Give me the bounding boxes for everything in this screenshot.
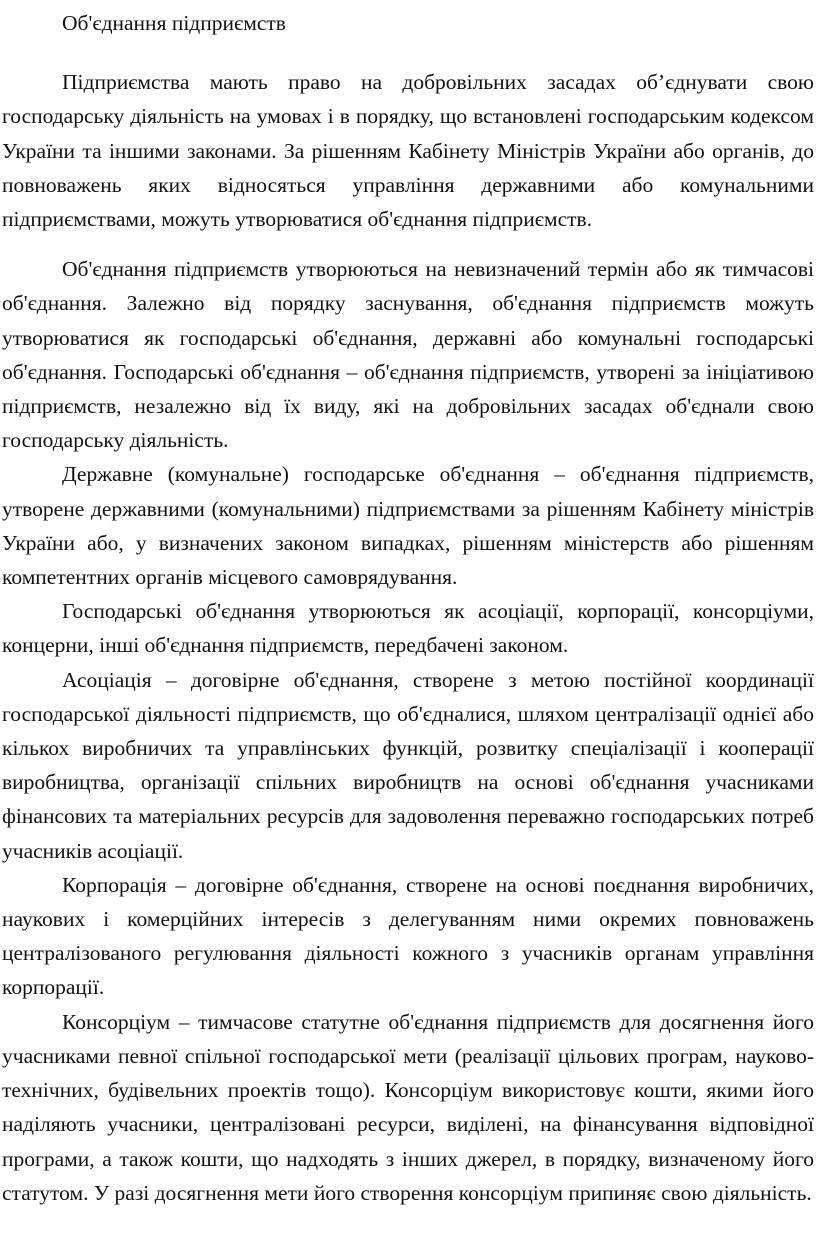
paragraph-consortium-definition: Консорціум – тимчасове статутне об'єднання підприємств для досягнення його учасниками певної спільної господарської мети (реалізації цільових програм, науково-технічних, будівельних проектів тощо). Консорціум використовує кошти, якими його наділяють учасники, централізовані ресурси, виділені, на фінансування відповідної програми, а також кошти, що надходять з інших джерел, в порядку, визначеному його статутом. У разі досягнення мети його створення консорціум припиняє свою діяльність. — [2, 1009, 814, 1205]
paragraph-enterprise-rights: Підприємства мають право на добровільних засадах об’єднувати свою господарську діяльність на умовах і в порядку, що встановлені господарським кодексом України та іншими законами. За рішенням Кабінету Міністрів України або органів, до повноважень яких відносяться управління державними або комунальними підприємствами, можуть утворюватися об'єднання підприємств. — [2, 70, 814, 232]
paragraph-association-definition: Асоціація – договірне об'єднання, створене з метою постійної координації господарської діяльності підприємств, що об'єдналися, шляхом централізації однієї або кількох виробничих та управлінських функцій, розвитку спеціалізації і кооперації виробництва, організації спільних виробництв на основі об'єднання учасниками фінансових та матеріальних ресурсів для задоволення переважно господарських потреб учасників асоціації. — [2, 667, 814, 863]
paragraph-association-types: Об'єднання підприємств утворюються на невизначений термін або як тимчасові об'єднання. Залежно від порядку заснування, об'єднання підприємств можуть утворюватися як господарські об'єднання, державні або комунальні господарські об'єднання. Господарські об'єднання – об'єднання підприємств, утворені за ініціативою підприємств, незалежно від їх виду, які на добровільних засадах об'єднали свою господарську діяльність. — [2, 257, 814, 453]
spacer — [2, 40, 814, 65]
paragraph-state-association: Державне (комунальне) господарське об'єднання – об'єднання підприємств, утворене державними (комунальними) підприємствами за рішенням Кабінету міністрів України або, у визначених законом випадках, рішенням міністерств або рішенням компетентних органів місцевого самоврядування. — [2, 462, 814, 590]
document-title: Об'єднання підприємств — [62, 11, 286, 35]
paragraph-corporation-definition: Корпорація – договірне об'єднання, створене на основі поєднання виробничих, наукових і комерційних інтересів з делегуванням ними окремих повноважень централізованого регулювання діяльності кожного з учасників органам управління корпорації. — [2, 872, 814, 1000]
paragraph-business-association-forms: Господарські об'єднання утворюються як асоціації, корпорації, консорціуми, концерни, інші об'єднання підприємств, передбачені законом. — [2, 599, 814, 658]
spacer — [2, 236, 814, 252]
